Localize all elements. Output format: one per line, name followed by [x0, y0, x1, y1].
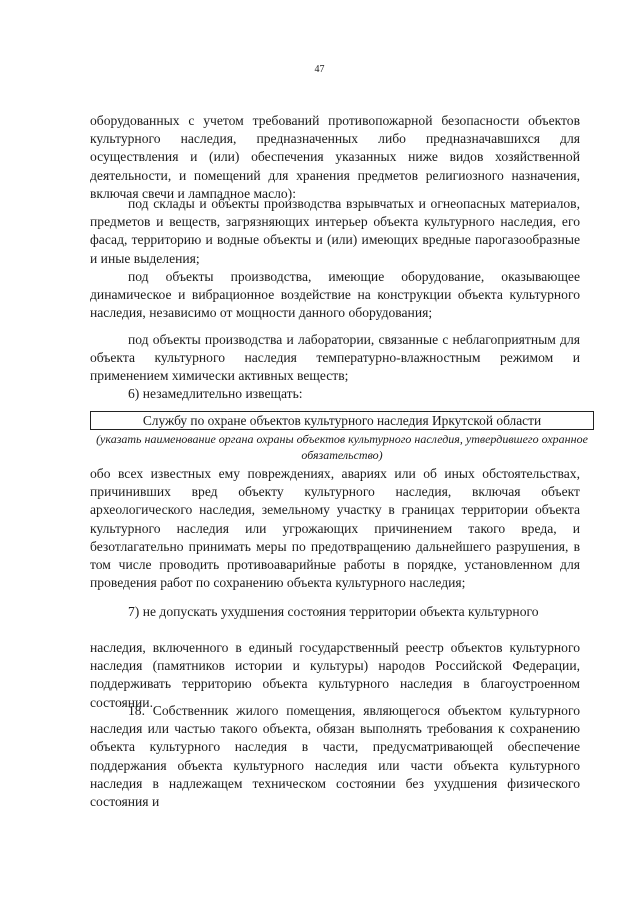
paragraph-damage-report: обо всех известных ему повреждениях, авариях или об иных обстоятельствах, причинивших вред объекту культурного наследия, включая объект археологического наследия, земельному участку в границах территории объекта культурного наследия или угрожающих причинением такого вреда, и безотлагательно принимать меры по предотвращению дальнейшего разрушения, в том числе проводить противоаварийные работы в порядке, установленном для проведения работ по сохранению объекта культурного наследия; [90, 466, 580, 591]
paragraph-item-18: 18. Собственник жилого помещения, являющегося объектом культурного наследия или частью такого объекта, обязан выполнять требования к сохранению объекта культурного наследия в части, предусматривающей обеспечение поддержания объекта культурного наследия или части объекта культурного наследия в надлежащем техническом состоянии без ухудшения физического состояния и [90, 703, 580, 810]
authority-note: (указать наименование органа охраны объектов культурного наследия, утвердившего охранное обязательство) [96, 432, 588, 462]
authority-name-box: Службу по охране объектов культурного наследия Иркутской области [90, 411, 594, 430]
paragraph-vibration: под объекты производства, имеющие оборудование, оказывающее динамическое и вибрационное воздействие на конструкции объекта культурного наследия, независимо от мощности данного оборудования; [90, 269, 580, 321]
paragraph-item-7-start: 7) не допускать ухудшения состояния территории объекта культурного [128, 604, 539, 619]
paragraph-notify: 6) незамедлительно извещать: [128, 386, 303, 401]
paragraph-laboratories: под объекты производства и лаборатории, связанные с неблагоприятным для объекта культурного наследия температурно-влажностным режимом и применением химически активных веществ; [90, 332, 580, 384]
page-number: 47 [314, 64, 325, 75]
paragraph-explosives: под склады и объекты производства взрывчатых и огнеопасных материалов, предметов и веществ, загрязняющих интерьер объекта культурного наследия, его фасад, территорию и водные объекты и (или) имеющих вредные парогазообразные и иные выделения; [90, 196, 580, 266]
paragraph-item-7-body: наследия, включенного в единый государственный реестр объектов культурного наследия (памятников истории и культуры) народов Российской Федерации, поддерживать территорию объекта культурного наследия в благоустроенном состоянии. [90, 640, 580, 710]
paragraph-fire-safety: оборудованных с учетом требований противопожарной безопасности объектов культурного наследия, предназначенных либо предназначавшихся для осуществления и (или) обеспечения указанных ниже видов хозяйственной деятельности, и помещений для хранения предметов религиозного назначения, включая свечи и лампадное масло): [90, 113, 580, 201]
